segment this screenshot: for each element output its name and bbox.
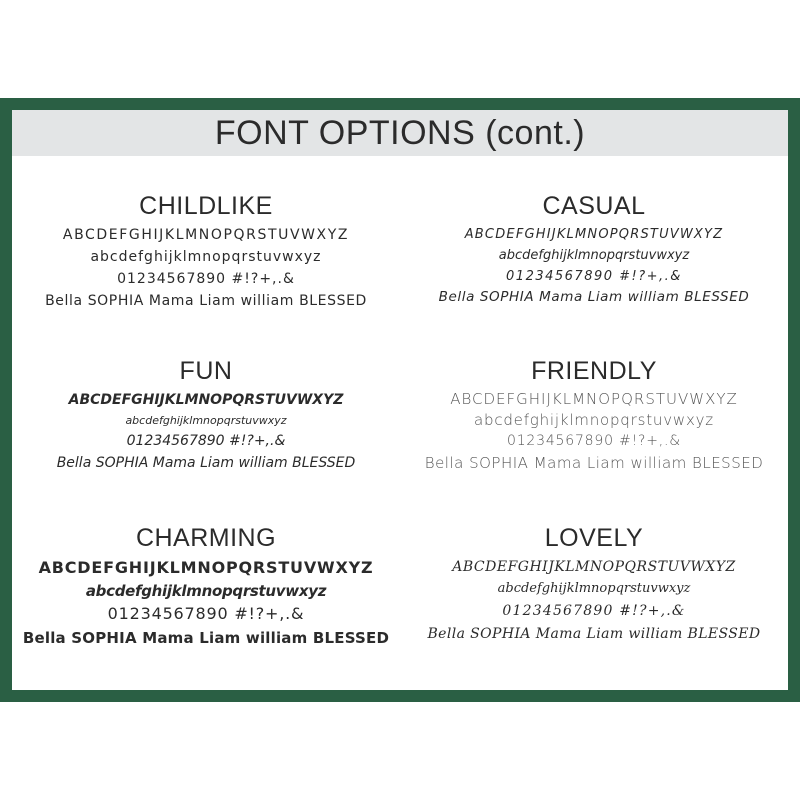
- name-sample: Bella SOPHIA Mama Liam william BLESSED: [45, 293, 367, 309]
- font-name: CHILDLIKE: [139, 192, 273, 220]
- font-panel-charming: [12, 522, 400, 650]
- font-panel-childlike: [12, 190, 400, 312]
- numbers-sample: 01234567890 #!?+,.&: [502, 603, 686, 619]
- name-sample: Bella SOPHIA Mama Liam william BLESSED: [438, 289, 750, 305]
- font-name: LOVELY: [544, 524, 644, 552]
- numbers-sample: 01234567890 #!?+,.&: [507, 433, 681, 449]
- uppercase-sample: ABCDEFGHIJKLMNOPQRSTUVWXYZ: [450, 390, 738, 408]
- lowercase-sample: abcdefghijklmnopqrstuvwxyz: [90, 249, 322, 265]
- font-panel-casual: [400, 190, 788, 308]
- lowercase-sample: abcdefghijklmnopqrstuvwxyz: [85, 582, 327, 600]
- font-panel-fun: [12, 355, 400, 474]
- numbers-sample: 01234567890 #!?+,.&: [126, 433, 286, 449]
- lowercase-sample: abcdefghijklmnopqrstuvwxyz: [474, 411, 714, 429]
- name-sample: Bella SOPHIA Mama Liam william BLESSED: [56, 455, 356, 471]
- numbers-sample: 01234567890 #!?+,.&: [506, 269, 682, 284]
- font-sheet: [12, 110, 788, 690]
- font-name: CASUAL: [542, 192, 646, 220]
- font-name: FUN: [179, 357, 233, 385]
- lowercase-sample: abcdefghijklmnopqrstuvwxyz: [125, 414, 287, 427]
- numbers-sample: 01234567890 #!?+,.&: [107, 604, 305, 623]
- page-title: FONT OPTIONS (cont.): [214, 114, 586, 152]
- green-frame: [0, 98, 800, 702]
- uppercase-sample: ABCDEFGHIJKLMNOPQRSTUVWXYZ: [68, 392, 344, 408]
- numbers-sample: 01234567890 #!?+,.&: [117, 271, 295, 287]
- name-sample: Bella SOPHIA Mama Liam william BLESSED: [22, 629, 390, 647]
- lowercase-sample: abcdefghijklmnopqrstuvwxyz: [497, 581, 691, 596]
- name-sample: Bella SOPHIA Mama Liam william BLESSED: [424, 454, 764, 472]
- uppercase-sample: ABCDEFGHIJKLMNOPQRSTUVWXYZ: [464, 227, 724, 242]
- font-name: FRIENDLY: [531, 357, 657, 385]
- lowercase-sample: abcdefghijklmnopqrstuvwxyz: [498, 248, 690, 263]
- uppercase-sample: ABCDEFGHIJKLMNOPQRSTUVWXYZ: [62, 227, 350, 243]
- uppercase-sample: ABCDEFGHIJKLMNOPQRSTUVWXYZ: [38, 558, 374, 577]
- font-name: CHARMING: [135, 524, 277, 552]
- font-panel-friendly: [400, 355, 788, 474]
- name-sample: Bella SOPHIA Mama Liam william BLESSED: [427, 626, 761, 642]
- font-panel-lovely: [400, 522, 788, 646]
- uppercase-sample: ABCDEFGHIJKLMNOPQRSTUVWXYZ: [452, 559, 736, 575]
